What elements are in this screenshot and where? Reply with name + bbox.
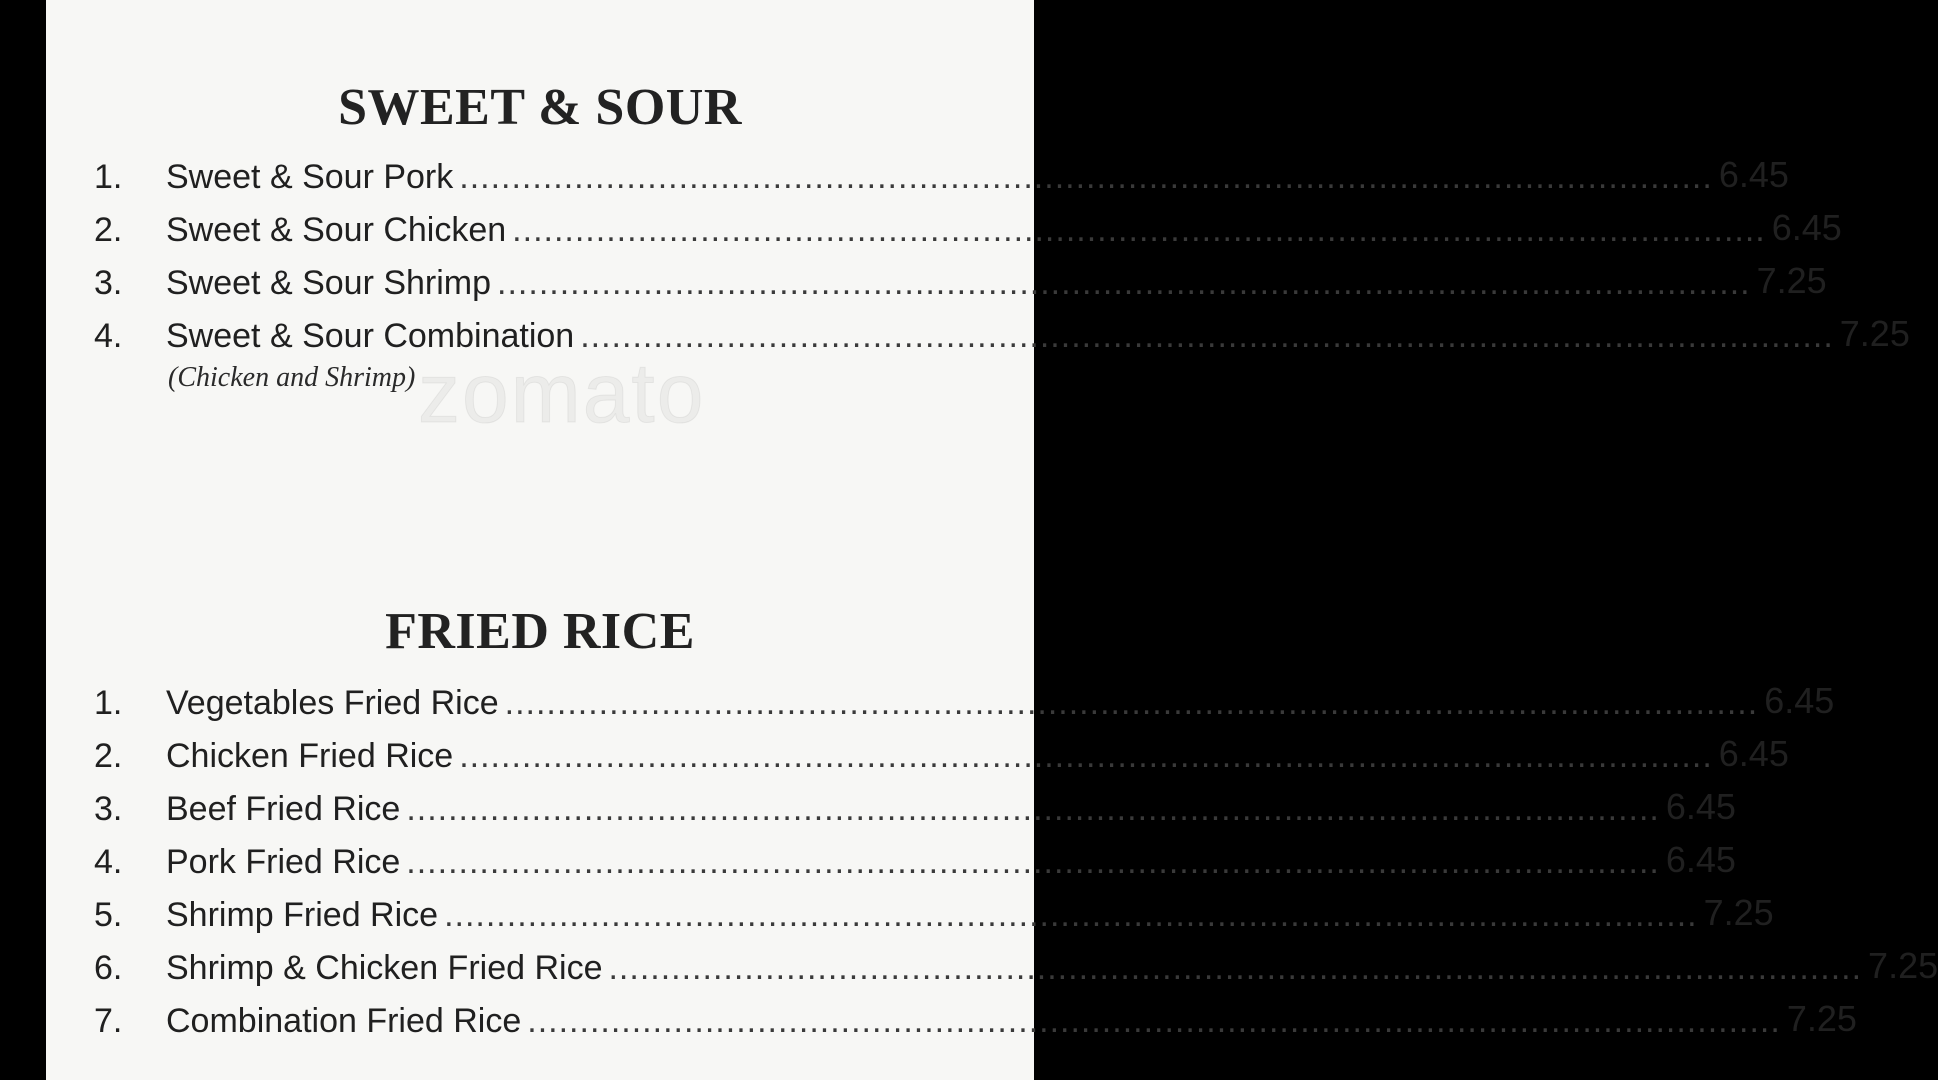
item-price: 6.45 <box>1718 733 1789 774</box>
item-number: 5. <box>94 896 123 934</box>
menu-item <box>94 778 1736 831</box>
menu-item <box>94 884 1774 937</box>
item-name: Shrimp & Chicken Fried Rice <box>166 949 603 987</box>
item-name: Vegetables Fried Rice <box>166 684 499 722</box>
menu-item <box>94 199 1842 252</box>
item-number: 7. <box>94 1002 123 1040</box>
item-name: Sweet & Sour Chicken <box>166 211 507 249</box>
dot-leader: ........................................................................................................................ <box>580 317 1834 355</box>
item-number: 3. <box>94 790 123 828</box>
zomato-watermark: zomato <box>418 346 706 440</box>
item-price: 6.45 <box>1665 839 1736 880</box>
item-name: Sweet & Sour Combination <box>166 317 575 355</box>
menu-item <box>94 990 1857 1043</box>
item-number: 2. <box>94 737 123 775</box>
item-price: 7.25 <box>1756 260 1827 301</box>
item-name: Beef Fried Rice <box>166 790 401 828</box>
section-title-sweet-sour: SWEET & SOUR <box>338 79 742 136</box>
item-name: Pork Fried Rice <box>166 843 401 881</box>
menu-page <box>46 0 1938 1080</box>
item-number: 4. <box>94 843 123 881</box>
dot-leader: ........................................................................................................................ <box>608 949 1863 987</box>
menu-item <box>94 937 1938 990</box>
dot-leader: ........................................................................................................................ <box>497 264 1751 302</box>
item-price: 7.25 <box>1703 892 1774 933</box>
menu-item <box>94 146 1789 199</box>
item-number: 2. <box>94 211 123 249</box>
item-price: 7.25 <box>1839 313 1910 354</box>
item-price: 6.45 <box>1718 154 1789 195</box>
item-name: Sweet & Sour Pork <box>166 158 454 196</box>
item-name: Combination Fried Rice <box>166 1002 522 1040</box>
menu-item <box>94 305 1910 358</box>
fried-rice-list <box>94 672 1938 1043</box>
item-price: 7.25 <box>1786 998 1857 1039</box>
dot-leader: ........................................................................................................................ <box>444 896 1698 934</box>
section-title-fried-rice: FRIED RICE <box>385 603 695 660</box>
sweet-sour-list <box>94 146 1910 358</box>
item-number: 6. <box>94 949 123 987</box>
dot-leader: ........................................................................................................................ <box>406 790 1660 828</box>
item-number: 3. <box>94 264 123 302</box>
item-price: 6.45 <box>1771 207 1842 248</box>
item-number: 4. <box>94 317 123 355</box>
dot-leader: ........................................................................................................................ <box>459 737 1713 775</box>
item-number: 1. <box>94 158 123 196</box>
item-name: Shrimp Fried Rice <box>166 896 439 934</box>
dot-leader: ........................................................................................................................ <box>459 158 1713 196</box>
item-price: 6.45 <box>1665 786 1736 827</box>
menu-item <box>94 672 1835 725</box>
item-number: 1. <box>94 684 123 722</box>
item-name: Chicken Fried Rice <box>166 737 454 775</box>
dot-leader: ........................................................................................................................ <box>406 843 1660 881</box>
item-price: 6.45 <box>1764 680 1835 721</box>
menu-item <box>94 831 1736 884</box>
dot-leader: ........................................................................................................................ <box>504 684 1759 722</box>
item-price: 7.25 <box>1868 945 1938 986</box>
item-name: Sweet & Sour Shrimp <box>166 264 492 302</box>
dot-leader: ........................................................................................................................ <box>527 1002 1781 1040</box>
menu-item <box>94 725 1789 778</box>
dot-leader: ........................................................................................................................ <box>512 211 1766 249</box>
item-note: (Chicken and Shrimp) <box>168 362 416 393</box>
menu-item <box>94 252 1827 305</box>
